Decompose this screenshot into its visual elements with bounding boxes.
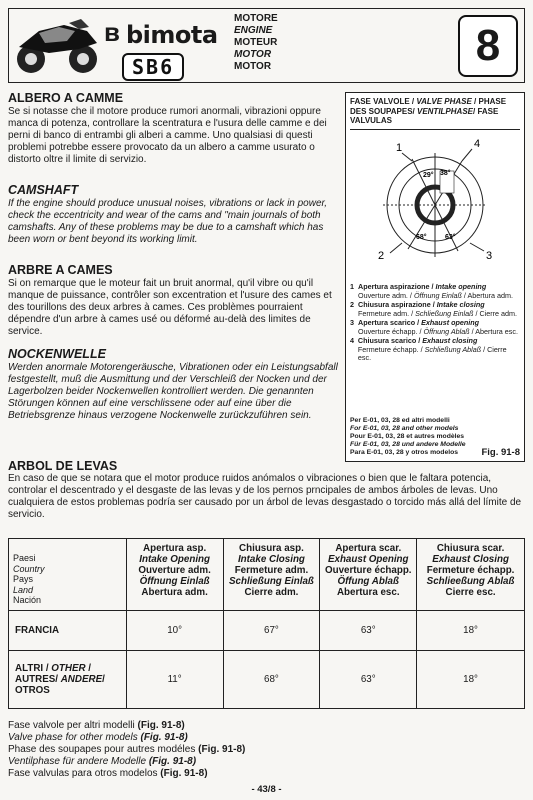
section-es [8, 460, 525, 521]
column-header-line: Öffnung Einlaß [139, 576, 210, 587]
point-label: 4 [474, 138, 481, 150]
row-label-part: / [102, 673, 105, 685]
section-text: Se si notasse che il motore produce rumori anormali, vibrazioni oppure manca di potenza, controllare la scentratura e l'usura delle camme e dei perni di banco di entrambi gli alberi a camme. Uno qualsiasi di questi problemi potrebbe essere provocato da un albero a camme usurato o distorto oltre il limite di servizio. [8, 106, 327, 165]
row-label: FRANCIA [9, 610, 127, 650]
legend-line: Öffnung Ablaß [423, 326, 470, 336]
table-cell: 63° [320, 650, 417, 708]
brand-name: bimota [126, 21, 218, 49]
corner-line: Country [13, 563, 45, 574]
table-cell: 11° [126, 650, 223, 708]
leader-3 [470, 243, 484, 251]
ref-text: Fase valvole per altri modelli [8, 720, 138, 731]
column-header [223, 539, 320, 611]
legend-line: / Cierre adm. [473, 308, 518, 318]
table-header-row [9, 539, 525, 611]
column-header-line: Abertura adm. [141, 587, 208, 598]
figure-title-part: / PHASE DES SOUPAPES/ [350, 97, 507, 116]
legend-line: Intake opening [435, 282, 487, 291]
corner-line: Paesi [13, 553, 36, 563]
row-label-part: ANDERE [60, 673, 103, 685]
legend-item [350, 283, 520, 300]
ref-fig: (Fig. 91-8) [137, 720, 185, 731]
brand-block [104, 9, 234, 82]
section-labels [234, 9, 324, 82]
legend-line: / Cierre esc. [357, 344, 507, 362]
section-text: En caso de que se notara que el motor produce ruidos anómalos o vibraciones o bien que le faltara potencia, controlar el descentrado y el desgaste de las levas y de los pernos prncipales de ambos árboles de levas. Uno cualquiera de estos problemas podría ser causado por un árbol de levas desgastado o torcido más allá del límite de servicio. [8, 473, 522, 520]
table-cell: 10° [126, 610, 223, 650]
angle-label: 68° [416, 234, 427, 241]
applies-to-models [350, 417, 480, 457]
legend-line: Ouverture échapp. / [358, 326, 424, 336]
section-text: If the engine should produce unusual noises, vibrations or lack in power, check the eccentricity and wear of the cams and "main journals of both camshafts. Any of these problems may be due to a camshaft which has been worn or bent beyond its working limit. [8, 198, 328, 245]
legend-number: 3 [350, 318, 354, 327]
column-header-line: Ouverture échapp. [324, 565, 412, 576]
figure-reference-line [8, 744, 245, 756]
ref-fig: (Fig. 91-8) [140, 732, 188, 743]
corner-line: Nación [13, 595, 42, 605]
figure-title-part: VENTILPHASE [416, 106, 473, 116]
column-header-line: Apertura asp. [143, 543, 207, 554]
ref-text: Fase valvulas para otros modelos [8, 768, 161, 779]
page-number: - 43/8 - [251, 784, 282, 795]
column-header [126, 539, 223, 611]
row-label-part: ALTRI / [15, 662, 52, 674]
column-header-line: Öffung Ablaß [337, 576, 399, 587]
motorcycle-illustration [9, 9, 104, 81]
chapter-number: 8 [458, 15, 518, 77]
column-header-line: Chiusura scar. [436, 543, 505, 554]
figure-title-part: FASE VALVOLE / [350, 97, 417, 106]
legend-item [350, 301, 520, 318]
section-label: MOTOR [234, 61, 272, 72]
legend-line: Ouverture adm. / [358, 290, 414, 300]
valve-timing-table [8, 538, 525, 709]
legend-line: / Abertura adm. [461, 290, 514, 300]
ref-fig: (Fig. 91-8) [148, 756, 197, 767]
legend-line: Apertura scarico / [358, 318, 422, 327]
figure-reference-line [8, 720, 245, 732]
row-label [9, 650, 127, 708]
section-title: NOCKENWELLE [8, 347, 106, 361]
angle-label: 63° [445, 234, 456, 241]
section-text: Werden anormale Motorengeräusche, Vibrationen oder ein Leistungsabfall festgestellt, muß die Ausmittung und der Verschleiß der Nocken und der Lagerbolzen beider Nockenwellen kontrolliert werden. Die genannten Störungen können auf eine verschlissene oder auf eine über die Betriebsgrenze hinaus verzogene Nockenwelle zurückzuführen sein. [8, 362, 338, 421]
section-label: ENGINE [234, 25, 273, 36]
section-en [8, 184, 338, 246]
column-header-line: Fermeture échapp. [426, 565, 515, 576]
section-title: ARBRE A CAMES [8, 263, 113, 277]
legend-line: Exhaust opening [421, 318, 480, 327]
column-header-line: Intake Closing [237, 554, 305, 565]
column-header-line: Schließung Einlaß [228, 576, 314, 587]
applies-line: For E-01, 03, 28 and other models [350, 425, 459, 432]
column-header-line: Exhaust Opening [327, 554, 409, 565]
leader-1 [402, 153, 412, 161]
ref-fig: (Fig. 91-8) [160, 768, 208, 779]
section-text: Si on remarque que le moteur fait un bruit anormal, qu'il vibre ou qu'il manque de puissance, contrôler son excentration et l'usure des cames et des tourillons des deux arbres à cames. Ces problèmes pourraient dépendre d'un arbre à cames usé ou déformé au-delà des limites de service. [8, 278, 332, 337]
table-cell: 63° [320, 610, 417, 650]
bleed-through-area [324, 9, 524, 82]
column-header-line: Fermeture adm. [234, 565, 309, 576]
legend-line: Intake closing [436, 300, 485, 309]
section-it [8, 92, 338, 166]
leader-2 [390, 243, 402, 253]
page-header [8, 8, 525, 83]
column-header-line: Chiusura asp. [239, 543, 304, 554]
section-label: MOTOR [234, 49, 272, 60]
table-cell: 67° [223, 610, 320, 650]
table-row [9, 610, 525, 650]
leader-4 [462, 149, 472, 161]
legend-line: Apertura aspirazione / [358, 282, 436, 291]
table-cell: 18° [417, 650, 525, 708]
figure-references-list [8, 720, 245, 780]
legend-line: Exhaust closing [422, 336, 478, 345]
applies-line: Para E-01, 03, 28 y otros modelos [350, 449, 459, 456]
section-title: ARBOL DE LEVAS [8, 459, 118, 473]
row-label-part: / [85, 662, 92, 674]
column-header-line: Exhaust Closing [432, 554, 509, 565]
section-label: MOTEUR [234, 37, 278, 48]
column-header [320, 539, 417, 611]
figure-legend [350, 283, 520, 364]
angle-label: 29° [423, 172, 434, 179]
table-row [9, 650, 525, 708]
column-header-line: Ouverture adm. [138, 565, 211, 576]
section-title: CAMSHAFT [8, 183, 79, 197]
applies-line: Für E-01, 03, 28 und andere Modelle [350, 441, 466, 448]
column-header-line: Apertura scar. [335, 543, 402, 554]
legend-line: Fermeture échapp. / [357, 344, 425, 354]
legend-number: 2 [350, 300, 354, 309]
point-label: 1 [396, 142, 403, 154]
figure-reference-line [8, 768, 245, 780]
legend-line: Schließung Einlaß [415, 308, 474, 318]
section-title: ALBERO A CAMME [8, 91, 124, 105]
valve-timing-diagram [350, 125, 520, 275]
table-corner-header [9, 539, 127, 611]
column-header-line: Cierre adm. [244, 587, 299, 598]
valve-phase-figure [345, 92, 525, 462]
legend-number: 4 [350, 336, 354, 345]
legend-item [350, 319, 520, 336]
ref-fig: (Fig. 91-8) [198, 744, 246, 755]
legend-number: 1 [350, 282, 354, 291]
angle-label: 38° [440, 170, 451, 177]
column-header-line: Intake Opening [139, 554, 211, 565]
legend-line: / Abertura esc. [469, 326, 518, 336]
section-label: MOTORE [234, 13, 278, 24]
figure-title-part: / FASE VALVULAS [350, 106, 499, 125]
applies-line: Per E-01, 03, 28 ed altri modelli [350, 417, 450, 424]
column-header-line: Schlieeßung Ablaß [426, 576, 515, 587]
corner-line: Land [13, 584, 34, 595]
ref-text: Valve phase for other models [8, 732, 141, 743]
figure-reference-line [8, 732, 245, 744]
point-label: 2 [378, 250, 385, 262]
corner-line: Pays [13, 574, 34, 584]
main-text-column [8, 92, 338, 432]
legend-line: Schließung Ablaß [424, 344, 482, 354]
table-cell: 68° [223, 650, 320, 708]
ref-text: Ventilphase für andere Modelle [8, 756, 149, 767]
figure-reference: Fig. 91-8 [481, 446, 520, 458]
legend-line: Chiusura aspirazione / [358, 300, 437, 309]
legend-line: Chiusura scarico / [357, 336, 423, 345]
point-label: 3 [486, 250, 493, 262]
section-de [8, 348, 338, 422]
figure-title-part: VALVE PHASE [416, 97, 472, 106]
legend-line: Fermeture adm. / [358, 308, 416, 318]
row-label-part: AUTRES/ [15, 673, 61, 685]
column-header-line: Abertura esc. [336, 587, 400, 598]
motorcycle-icon [9, 9, 104, 81]
model-badge: SB6 [122, 53, 184, 81]
row-label-part: OTROS [15, 684, 50, 696]
section-fr [8, 264, 338, 338]
column-header [417, 539, 525, 611]
applies-line: Pour E-01, 03, 28 et autres modèles [350, 433, 465, 440]
brand-logo-icon: ʙ [104, 17, 120, 47]
legend-item [350, 337, 520, 363]
figure-reference-line [8, 756, 245, 768]
row-label-part: OTHER [51, 662, 86, 674]
table-cell: 18° [417, 610, 525, 650]
legend-line: Öffnung Einlaß [413, 290, 462, 300]
ref-text: Phase des soupapes pour autres modéles [8, 744, 199, 755]
column-header-line: Cierre esc. [445, 587, 496, 598]
